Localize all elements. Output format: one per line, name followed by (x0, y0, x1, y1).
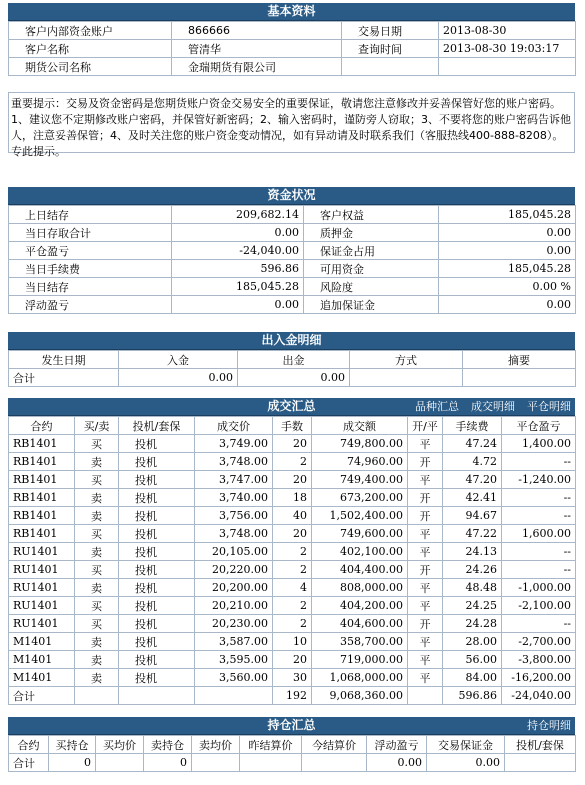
trade-cell: -- (502, 453, 576, 471)
field-label: 交易日期 (342, 22, 439, 40)
trade-cell: -- (502, 615, 576, 633)
trade-cell: 3,560.00 (195, 669, 273, 687)
trade-cell: 平 (408, 579, 443, 597)
basic-info-row (9, 22, 576, 40)
field-value: 0.00 % (439, 278, 576, 296)
trade-cell: 卖 (75, 453, 119, 471)
trade-cell: -1,000.00 (502, 579, 576, 597)
field-value: 0.00 (172, 224, 304, 242)
trade-cell: -2,100.00 (502, 597, 576, 615)
table-row (9, 633, 576, 651)
column-header: 买/卖 (75, 417, 119, 435)
total-cell: 0 (49, 754, 96, 772)
trade-cell: M1401 (9, 633, 75, 651)
trade-cell: 749,600.00 (312, 525, 408, 543)
total-cell: 0.00 (119, 369, 238, 387)
trades-title: 成交汇总 (267, 399, 316, 413)
column-header: 卖持仓 (144, 736, 192, 754)
field-value: 0.00 (439, 296, 576, 314)
table-row (9, 489, 576, 507)
trade-cell: 20,230.00 (195, 615, 273, 633)
column-header: 开/平 (408, 417, 443, 435)
trade-cell: 48.48 (443, 579, 502, 597)
total-cell (408, 687, 443, 705)
trade-cell: 18 (273, 489, 312, 507)
field-label: 风险度 (304, 278, 439, 296)
field-label: 客户内部资金账户 (9, 22, 172, 40)
trade-cell: 平 (408, 651, 443, 669)
field-label: 期货公司名称 (9, 58, 172, 76)
funds-row (9, 260, 576, 278)
trade-cell: 47.22 (443, 525, 502, 543)
trade-cell: 42.41 (443, 489, 502, 507)
column-header: 投机/套保 (505, 736, 576, 754)
trade-cell: 404,200.00 (312, 597, 408, 615)
field-value: 185,045.28 (439, 206, 576, 224)
table-row (9, 471, 576, 489)
trade-cell: -16,200.00 (502, 669, 576, 687)
trade-cell: 20,220.00 (195, 561, 273, 579)
trade-cell: RB1401 (9, 471, 75, 489)
trade-cell: 24.28 (443, 615, 502, 633)
trade-cell: 平 (408, 435, 443, 453)
total-cell: 0.00 (427, 754, 505, 772)
trade-cell: 84.00 (443, 669, 502, 687)
total-cell: 0.00 (238, 369, 350, 387)
funds-row (9, 206, 576, 224)
funds-header: 资金状况 (8, 187, 575, 205)
field-value: 2013-08-30 19:03:17 (439, 40, 576, 58)
funds-section (8, 187, 575, 314)
trade-cell: 3,740.00 (195, 489, 273, 507)
trade-cell: 404,400.00 (312, 561, 408, 579)
important-notice: 重要提示：交易及资金密码是您期货账户资金交易安全的重要保证，敬请您注意修改并妥善保管好您的账户密码。1、建议您不定期修改账户密码，并保管好新密码；2、输入密码时，谨防旁人窃取；3、不要将您的账户密码告诉他人，注意妥善保管；4、及时关注您的账户资金变动情况，如有异动请及时联系我们（客服热线400-888-8208）。专此提示。 (8, 92, 575, 153)
inout-header: 出入金明细 (8, 332, 575, 350)
trades-link[interactable]: 品种汇总 (415, 400, 459, 413)
trade-cell: 买 (75, 615, 119, 633)
table-row (9, 615, 576, 633)
trade-cell: 平 (408, 597, 443, 615)
trade-cell: 2 (273, 453, 312, 471)
trade-cell: -2,700.00 (502, 633, 576, 651)
trade-cell: 卖 (75, 633, 119, 651)
table-row (9, 597, 576, 615)
field-value: 金瑞期货有限公司 (172, 58, 342, 76)
inout-table (8, 350, 576, 387)
trade-cell: 749,400.00 (312, 471, 408, 489)
trade-cell: 投机 (119, 579, 195, 597)
column-header: 手续费 (443, 417, 502, 435)
trade-cell: 3,748.00 (195, 525, 273, 543)
trade-cell: 2 (273, 561, 312, 579)
trade-cell: 673,200.00 (312, 489, 408, 507)
field-value: 管清华 (172, 40, 342, 58)
trade-cell: 投机 (119, 561, 195, 579)
trade-cell: 719,000.00 (312, 651, 408, 669)
trade-cell: 买 (75, 561, 119, 579)
notice-section (8, 92, 575, 158)
column-header: 昨结算价 (240, 736, 302, 754)
trade-cell: 1,600.00 (502, 525, 576, 543)
total-cell (240, 754, 302, 772)
trade-cell: 3,595.00 (195, 651, 273, 669)
field-label: 平仓盈亏 (9, 242, 172, 260)
total-cell (75, 687, 119, 705)
field-label: 浮动盈亏 (9, 296, 172, 314)
trade-cell: RU1401 (9, 561, 75, 579)
funds-row (9, 278, 576, 296)
trade-cell: 投机 (119, 507, 195, 525)
total-cell (350, 369, 463, 387)
trade-cell: 40 (273, 507, 312, 525)
column-header: 入金 (119, 351, 238, 369)
funds-row (9, 224, 576, 242)
trades-link[interactable]: 平仓明细 (527, 400, 571, 413)
table-row (9, 543, 576, 561)
trade-cell: RB1401 (9, 507, 75, 525)
trade-cell: 20 (273, 471, 312, 489)
trade-cell: 56.00 (443, 651, 502, 669)
trade-cell: 10 (273, 633, 312, 651)
trade-cell: 2 (273, 615, 312, 633)
total-cell: 合计 (9, 369, 119, 387)
total-cell (505, 754, 576, 772)
total-cell: 合计 (9, 687, 75, 705)
trade-cell: 投机 (119, 435, 195, 453)
funds-row (9, 296, 576, 314)
total-cell (192, 754, 240, 772)
trade-cell: 47.20 (443, 471, 502, 489)
trade-cell: 买 (75, 471, 119, 489)
positions-links (515, 717, 571, 734)
field-label: 质押金 (304, 224, 439, 242)
trade-cell: 74,960.00 (312, 453, 408, 471)
field-label: 客户权益 (304, 206, 439, 224)
total-cell (302, 754, 367, 772)
trade-cell: 20 (273, 525, 312, 543)
trade-cell: -1,240.00 (502, 471, 576, 489)
basic-info-row (9, 58, 576, 76)
total-cell: 0.00 (367, 754, 427, 772)
trade-cell: RB1401 (9, 435, 75, 453)
total-cell (463, 369, 576, 387)
column-header: 平仓盈亏 (502, 417, 576, 435)
column-header: 今结算价 (302, 736, 367, 754)
trade-cell: 1,400.00 (502, 435, 576, 453)
trade-cell: -- (502, 561, 576, 579)
trade-cell: 4 (273, 579, 312, 597)
trade-cell: 2 (273, 543, 312, 561)
inout-section (8, 332, 575, 387)
total-cell (119, 687, 195, 705)
positions-table (8, 735, 576, 772)
trade-cell: 3,749.00 (195, 435, 273, 453)
trade-cell: 808,000.00 (312, 579, 408, 597)
positions-section (8, 717, 575, 772)
trades-header (8, 398, 575, 416)
positions-link[interactable]: 持仓明细 (527, 719, 571, 732)
trade-cell: RU1401 (9, 615, 75, 633)
trade-cell: 卖 (75, 669, 119, 687)
basic-info-table (8, 21, 576, 76)
field-value: 596.86 (172, 260, 304, 278)
trades-table (8, 416, 576, 705)
trade-cell: -3,800.00 (502, 651, 576, 669)
trade-cell: RU1401 (9, 543, 75, 561)
trade-cell: 卖 (75, 579, 119, 597)
trade-cell: RU1401 (9, 597, 75, 615)
trade-cell: 投机 (119, 453, 195, 471)
trade-cell: 平 (408, 525, 443, 543)
table-row (9, 525, 576, 543)
field-label: 上日结存 (9, 206, 172, 224)
field-label: 当日手续费 (9, 260, 172, 278)
total-cell: 192 (273, 687, 312, 705)
trade-cell: 投机 (119, 597, 195, 615)
trade-cell: M1401 (9, 651, 75, 669)
trade-cell: 投机 (119, 633, 195, 651)
trade-cell: 20,200.00 (195, 579, 273, 597)
column-header: 方式 (350, 351, 463, 369)
total-cell: 9,068,360.00 (312, 687, 408, 705)
table-row (9, 453, 576, 471)
trade-cell: -- (502, 543, 576, 561)
trade-cell: 1,068,000.00 (312, 669, 408, 687)
total-cell (195, 687, 273, 705)
field-value: 209,682.14 (172, 206, 304, 224)
column-header: 交易保证金 (427, 736, 505, 754)
positions-header (8, 717, 575, 735)
trade-cell: 1,502,400.00 (312, 507, 408, 525)
trade-cell: 平 (408, 471, 443, 489)
trade-cell: 卖 (75, 489, 119, 507)
total-cell (96, 754, 144, 772)
trade-cell: 402,100.00 (312, 543, 408, 561)
trade-cell: 平 (408, 543, 443, 561)
field-label: 客户名称 (9, 40, 172, 58)
trade-cell: 买 (75, 435, 119, 453)
table-row (9, 669, 576, 687)
trade-cell: 749,800.00 (312, 435, 408, 453)
trade-cell: -- (502, 489, 576, 507)
column-header: 摘要 (463, 351, 576, 369)
field-value: 0.00 (439, 224, 576, 242)
trade-cell: RU1401 (9, 579, 75, 597)
column-header: 出金 (238, 351, 350, 369)
trade-cell: 卖 (75, 651, 119, 669)
trade-cell: 20,210.00 (195, 597, 273, 615)
trade-cell: 3,587.00 (195, 633, 273, 651)
trade-cell: 28.00 (443, 633, 502, 651)
table-row (9, 507, 576, 525)
trade-cell: 47.24 (443, 435, 502, 453)
trade-cell: 3,747.00 (195, 471, 273, 489)
column-header: 手数 (273, 417, 312, 435)
field-value: 185,045.28 (439, 260, 576, 278)
total-cell: -24,040.00 (502, 687, 576, 705)
field-value (439, 58, 576, 76)
column-header: 买持仓 (49, 736, 96, 754)
field-label: 保证金占用 (304, 242, 439, 260)
trade-cell: RB1401 (9, 525, 75, 543)
field-label (342, 58, 439, 76)
trade-cell: 开 (408, 615, 443, 633)
field-value: 2013-08-30 (439, 22, 576, 40)
positions-title: 持仓汇总 (267, 718, 316, 732)
table-row (9, 651, 576, 669)
table-row (9, 579, 576, 597)
trade-cell: 开 (408, 507, 443, 525)
trade-cell: M1401 (9, 669, 75, 687)
trade-cell: 买 (75, 525, 119, 543)
column-header: 浮动盈亏 (367, 736, 427, 754)
trade-cell: 24.26 (443, 561, 502, 579)
total-cell: 合计 (9, 754, 49, 772)
field-value: -24,040.00 (172, 242, 304, 260)
field-label: 当日结存 (9, 278, 172, 296)
trade-cell: 2 (273, 597, 312, 615)
trade-cell: 30 (273, 669, 312, 687)
basic-info-row (9, 40, 576, 58)
column-header: 发生日期 (9, 351, 119, 369)
trade-cell: RB1401 (9, 453, 75, 471)
trade-cell: 投机 (119, 543, 195, 561)
column-header: 卖均价 (192, 736, 240, 754)
column-header: 成交额 (312, 417, 408, 435)
trade-cell: 20 (273, 651, 312, 669)
basic-info-section (8, 3, 575, 76)
trade-cell: 平 (408, 633, 443, 651)
trade-cell: 3,756.00 (195, 507, 273, 525)
trades-links (403, 398, 571, 415)
trades-section (8, 398, 575, 705)
trade-cell: 开 (408, 561, 443, 579)
positions-total-row (9, 754, 576, 772)
column-header: 成交价 (195, 417, 273, 435)
column-header: 买均价 (96, 736, 144, 754)
total-cell: 596.86 (443, 687, 502, 705)
total-cell: 0 (144, 754, 192, 772)
column-header: 投机/套保 (119, 417, 195, 435)
field-label: 追加保证金 (304, 296, 439, 314)
field-value: 0.00 (172, 296, 304, 314)
trade-cell: 20 (273, 435, 312, 453)
funds-table (8, 205, 576, 314)
field-label: 可用资金 (304, 260, 439, 278)
trades-link[interactable]: 成交明细 (471, 400, 515, 413)
trade-cell: 卖 (75, 507, 119, 525)
column-header: 合约 (9, 417, 75, 435)
table-row (9, 435, 576, 453)
trade-cell: 投机 (119, 651, 195, 669)
trade-cell: 开 (408, 489, 443, 507)
inout-total-row (9, 369, 576, 387)
trade-cell: 4.72 (443, 453, 502, 471)
trade-cell: 卖 (75, 543, 119, 561)
trade-cell: 404,600.00 (312, 615, 408, 633)
trade-cell: 24.13 (443, 543, 502, 561)
field-value: 866666 (172, 22, 342, 40)
trade-cell: 平 (408, 669, 443, 687)
trade-cell: 买 (75, 597, 119, 615)
trades-total-row (9, 687, 576, 705)
trade-cell: 3,748.00 (195, 453, 273, 471)
trade-cell: 20,105.00 (195, 543, 273, 561)
funds-row (9, 242, 576, 260)
trade-cell: 358,700.00 (312, 633, 408, 651)
trade-cell: 投机 (119, 615, 195, 633)
field-value: 0.00 (439, 242, 576, 260)
trade-cell: RB1401 (9, 489, 75, 507)
trade-cell: 投机 (119, 489, 195, 507)
trade-cell: 投机 (119, 669, 195, 687)
table-row (9, 561, 576, 579)
basic-info-header: 基本资料 (8, 3, 575, 21)
trade-cell: 24.25 (443, 597, 502, 615)
trade-cell: 投机 (119, 471, 195, 489)
trade-cell: 开 (408, 453, 443, 471)
field-label: 当日存取合计 (9, 224, 172, 242)
field-value: 185,045.28 (172, 278, 304, 296)
trade-cell: 投机 (119, 525, 195, 543)
trade-cell: 94.67 (443, 507, 502, 525)
column-header: 合约 (9, 736, 49, 754)
field-label: 查询时间 (342, 40, 439, 58)
trade-cell: -- (502, 507, 576, 525)
